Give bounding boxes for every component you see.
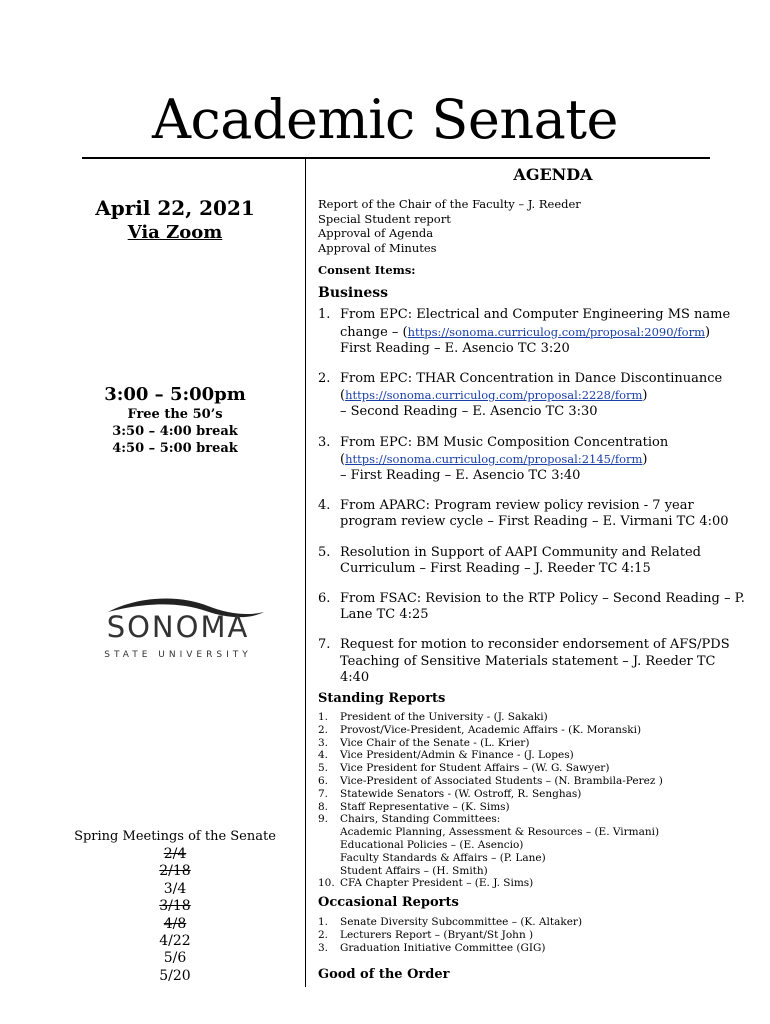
item-text: Chairs, Standing Committees:: [340, 813, 501, 826]
occasional-report-item: [318, 916, 748, 929]
item-number: 6.: [318, 775, 329, 788]
item-number: 6.: [318, 591, 331, 607]
standing-reports-list: [318, 711, 748, 890]
business-item: [318, 498, 748, 530]
item-text-close: ): [642, 388, 648, 404]
item-text: From EPC: Electrical and Computer Engineering MS name change – (: [340, 307, 731, 340]
standing-report-item: [318, 813, 748, 877]
committee-item: Educational Policies – (E. Asencio): [340, 839, 524, 851]
sonoma-logo: [88, 594, 268, 666]
meeting-date-item: 4/22: [159, 933, 191, 950]
business-item: [318, 307, 748, 357]
item-text: From APARC: Program review policy revision - 7 year program review cycle – First Reading – E. Virmani TC 4:00: [340, 498, 729, 530]
standing-report-item: [318, 711, 748, 724]
item-reading: – First Reading – E. Asencio TC 3:40: [340, 468, 581, 483]
item-text: From EPC: BM Music Composition Concentration (: [340, 434, 669, 467]
standing-report-item: [318, 724, 748, 737]
meeting-venue: Via Zoom: [127, 222, 223, 243]
item-number: 2.: [318, 928, 329, 941]
item-text: Vice Chair of the Senate - (L. Krier): [340, 736, 530, 749]
item-reading: – Second Reading – E. Asencio TC 3:30: [340, 404, 598, 420]
intro-items: [318, 197, 748, 255]
meetings-list: [70, 846, 280, 985]
committee-item: Faculty Standards & Affairs – (P. Lane): [340, 851, 546, 864]
occasional-report-item: [318, 929, 748, 942]
item-text: Vice-President of Associated Students – (N. Brambila-Perez ): [340, 775, 663, 788]
item-number: 1.: [318, 307, 331, 323]
time-note: Free the 50’s: [127, 407, 223, 422]
time-note: 4:50 – 5:00 break: [112, 441, 238, 456]
meeting-date-item: 3/18: [159, 898, 191, 915]
agenda-column: [318, 165, 748, 982]
item-text: From EPC: THAR Concentration in Dance Discontinuance (: [340, 370, 723, 404]
item-text: Staff Representative – (K. Sims): [340, 800, 510, 813]
consent-items-heading: Consent Items:: [318, 263, 416, 278]
item-number: 10.: [318, 877, 335, 890]
item-text: Request for motion to reconsider endorsement of AFS/PDS Teaching of Sensitive Materials statement – J. Reeder TC 4:40: [340, 637, 730, 685]
title-divider: [82, 157, 710, 159]
business-item: [318, 591, 748, 623]
business-item: [318, 637, 748, 686]
standing-report-item: [318, 788, 748, 801]
committee-item: Academic Planning, Assessment & Resources – (E. Virmani): [340, 826, 660, 839]
column-divider: [305, 159, 306, 987]
item-number: 2.: [318, 723, 329, 736]
meeting-date-item: 2/18: [159, 863, 191, 880]
logo-wordmark: SONOMA: [106, 610, 250, 644]
item-number: 2.: [318, 370, 331, 386]
meetings-title: Spring Meetings of the Senate: [74, 829, 276, 844]
standing-report-item: [318, 801, 748, 814]
item-number: 3.: [318, 434, 331, 450]
item-text: Provost/Vice-President, Academic Affairs - (K. Moranski): [340, 723, 642, 736]
item-number: 8.: [318, 800, 329, 813]
item-text: CFA Chapter President – (E. J. Sims): [340, 877, 534, 890]
standing-report-item: [318, 775, 748, 788]
item-number: 1.: [318, 916, 329, 929]
item-number: 5.: [318, 544, 331, 560]
standing-report-item: [318, 877, 748, 890]
intro-item: Special Student report: [318, 211, 451, 226]
item-text: Resolution in Support of AAPI Community and Related Curriculum – First Reading – J. Reeder TC 4:15: [340, 544, 702, 576]
item-number: 7.: [318, 787, 329, 800]
meeting-date-item: 3/4: [163, 880, 187, 897]
meeting-date-item: 5/20: [159, 967, 191, 984]
item-text: Graduation Initiative Committee (GIG): [340, 941, 546, 954]
item-number: 5.: [318, 762, 329, 775]
proposal-link[interactable]: https://sonoma.curriculog.com/proposal:2090/form: [407, 324, 705, 339]
business-item: [318, 435, 748, 485]
proposal-link[interactable]: https://sonoma.curriculog.com/proposal:2145/form: [345, 451, 643, 466]
item-text: Statewide Senators - (W. Ostroff, R. Senghas): [340, 787, 582, 800]
standing-report-item: [318, 737, 748, 750]
item-number: 3.: [318, 736, 329, 749]
occasional-report-item: [318, 942, 748, 955]
logo-subtitle: STATE UNIVERSITY: [104, 650, 252, 660]
intro-item: Approval of Agenda: [318, 226, 434, 241]
standing-report-item: [318, 749, 748, 762]
time-note: 3:50 – 4:00 break: [112, 424, 238, 439]
item-number: 1.: [318, 711, 329, 724]
standing-reports-heading: Standing Reports: [318, 691, 446, 707]
agenda-heading: AGENDA: [513, 165, 593, 184]
item-reading: First Reading – E. Asencio TC 3:20: [340, 340, 570, 356]
business-list: [318, 307, 748, 686]
item-text: Senate Diversity Subcommittee – (K. Altaker): [340, 916, 583, 929]
business-item: [318, 545, 748, 577]
item-number: 7.: [318, 637, 331, 653]
business-heading: Business: [318, 285, 389, 302]
meeting-date-item: 4/8: [163, 915, 187, 932]
item-text-close: ): [704, 324, 711, 340]
item-number: 4.: [318, 749, 329, 762]
intro-item: Approval of Minutes: [318, 240, 437, 255]
meeting-date-item: 2/4: [163, 846, 187, 862]
spring-meetings: [70, 828, 280, 985]
item-text: Vice President for Student Affairs – (W. G. Sawyer): [340, 762, 610, 775]
intro-item: Report of the Chair of the Faculty – J. Reeder: [318, 197, 581, 211]
page-title: Academic Senate: [152, 88, 618, 151]
business-item: [318, 371, 748, 421]
good-of-order-heading: Good of the Order: [318, 966, 450, 982]
item-number: 9.: [318, 813, 329, 826]
item-text: Lecturers Report – (Bryant/St John ): [340, 928, 534, 941]
occasional-reports-heading: Occasional Reports: [318, 895, 459, 911]
item-text: President of the University - (J. Sakaki): [340, 711, 548, 724]
standing-report-item: [318, 762, 748, 775]
proposal-link[interactable]: https://sonoma.curriculog.com/proposal:2228/form: [345, 388, 643, 403]
meeting-date: April 22, 2021: [95, 196, 255, 220]
item-text: Vice President/Admin & Finance - (J. Lopes): [340, 749, 574, 762]
item-text: From FSAC: Revision to the RTP Policy – Second Reading – P. Lane TC 4:25: [340, 591, 745, 623]
occasional-reports-list: [318, 916, 748, 954]
meeting-time: 3:00 – 5:00pm: [104, 384, 246, 405]
meeting-date-item: 5/6: [163, 950, 187, 967]
item-number: 4.: [318, 498, 331, 514]
committee-item: Student Affairs – (H. Smith): [340, 864, 488, 877]
item-text-close: ): [642, 451, 648, 467]
time-block: [60, 384, 290, 457]
item-number: 3.: [318, 941, 329, 954]
